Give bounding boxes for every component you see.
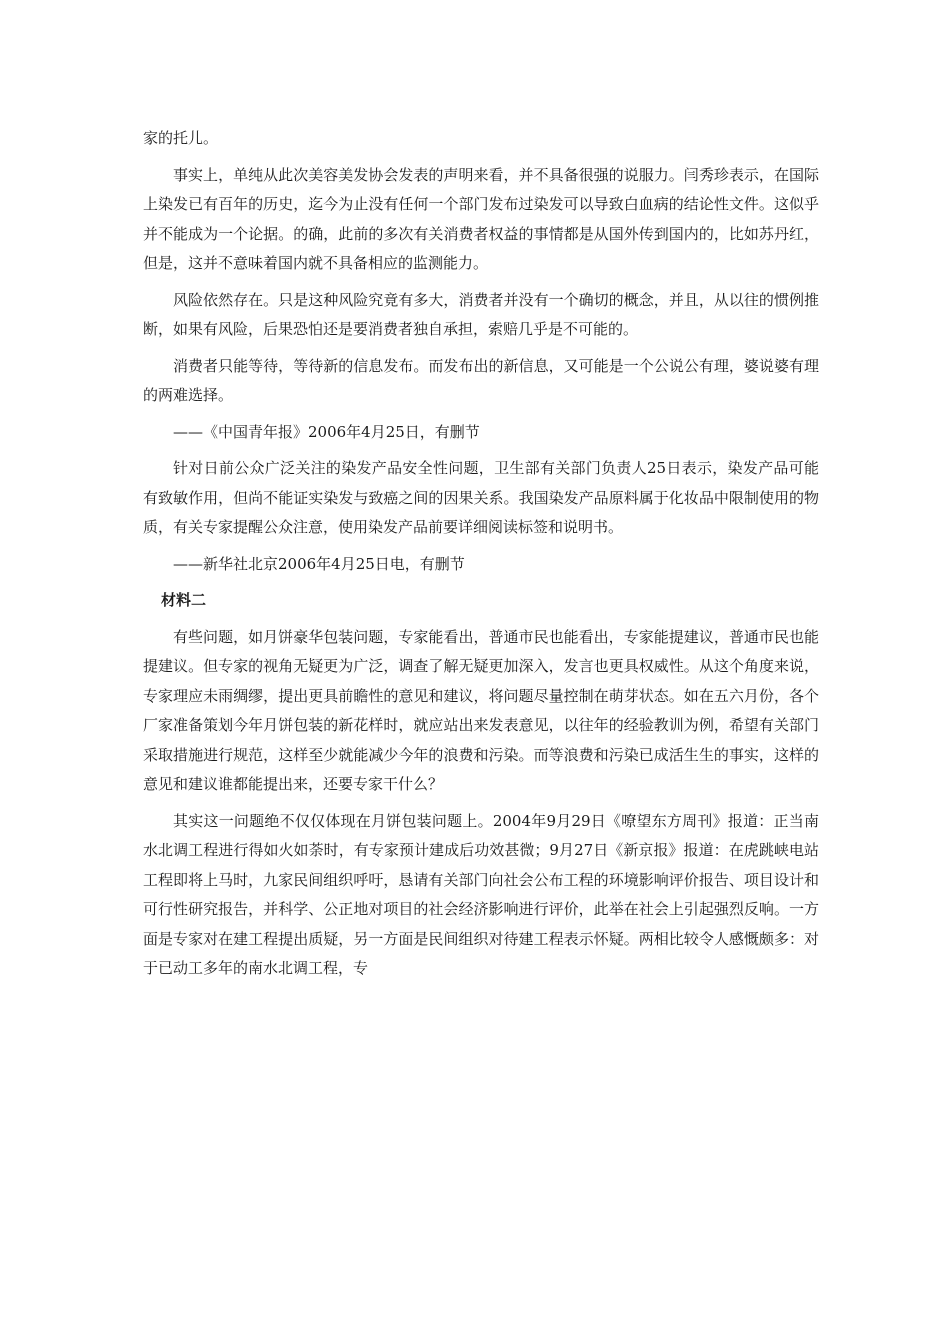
paragraph: 风险依然存在。只是这种风险究竟有多大，消费者并没有一个确切的概念，并且，从以往的惯例推断，如果有风险，后果恐怕还是要消费者独自承担，索赔几乎是不可能的。: [143, 290, 819, 338]
section-heading: 材料二: [161, 591, 207, 609]
source-citation: ——《中国青年报》2006年4月25日，有删节: [173, 422, 480, 441]
document-body: [143, 124, 819, 991]
source-citation: ——新华社北京2006年4月25日电，有删节: [173, 554, 465, 573]
paragraph: 其实这一问题绝不仅仅体现在月饼包装问题上。2004年9月29日《嘹望东方周刊》报道：正当南水北调工程进行得如火如荼时，有专家预计建成后功效甚微；9月27日《新京报》报道：在虎跳峡电站工程即将上马时，九家民间组织呼吁，恳请有关部门向社会公布工程的环境影响评价报告、项目设计和可行性研究报告，并科学、公正地对项目的社会经济影响进行评价，此举在社会上引起强烈反响。一方面是专家对在建工程提出质疑，另一方面是民间组织对待建工程表示怀疑。两相比较令人感慨颇多：对于已动工多年的南水北调工程，专: [143, 811, 819, 977]
paragraph: 消费者只能等待，等待新的信息发布。而发布出的新信息，又可能是一个公说公有理，婆说婆有理的两难选择。: [143, 356, 819, 404]
paragraph: 事实上，单纯从此次美容美发协会发表的声明来看，并不具备很强的说服力。闫秀珍表示，在国际上染发已有百年的历史，迄今为止没有任何一个部门发布过染发可以导致白血病的结论性文件。这似乎并不能成为一个论据。的确，此前的多次有关消费者权益的事情都是从国外传到国内的，比如苏丹红，但是，这并不意味着国内就不具备相应的监测能力。: [143, 165, 819, 272]
paragraph-continuation: 家的托儿。: [143, 129, 219, 147]
paragraph: 针对日前公众广泛关注的染发产品安全性问题，卫生部有关部门负责人25日表示，染发产品可能有致敏作用，但尚不能证实染发与致癌之间的因果关系。我国染发产品原料属于化妆品中限制使用的物质，有关专家提醒公众注意，使用染发产品前要详细阅读标签和说明书。: [143, 459, 819, 536]
paragraph: 有些问题，如月饼豪华包装问题，专家能看出，普通市民也能看出，专家能提建议，普通市民也能提建议。但专家的视角无疑更为广泛，调查了解无疑更加深入，发言也更具权威性。从这个角度来说，专家理应未雨绸缪，提出更具前瞻性的意见和建议，将问题尽量控制在萌芽状态。如在五六月份，各个厂家准备策划今年月饼包装的新花样时，就应站出来发表意见，以往年的经验教训为例，希望有关部门采取措施进行规范，这样至少就能减少今年的浪费和污染。而等浪费和污染已成活生生的事实，这样的意见和建议谁都能提出来，还要专家干什么？: [143, 627, 819, 793]
